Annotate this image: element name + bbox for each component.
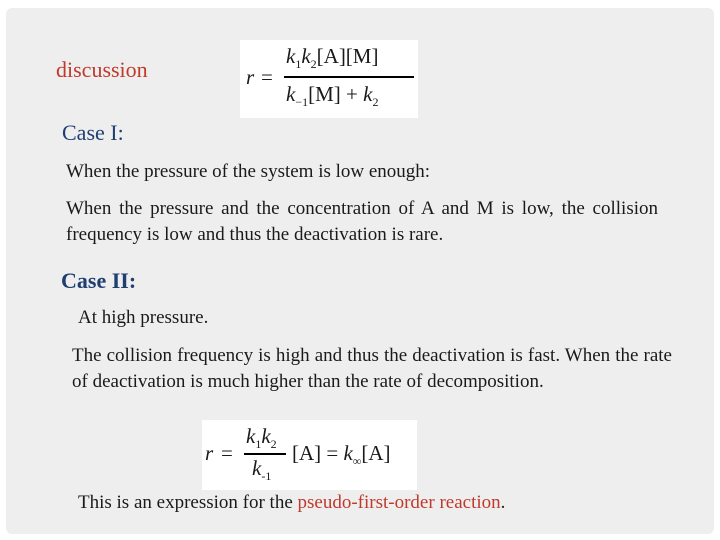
case-1-explanation: When the pressure and the concentration of A and M is low, the collision frequency is low and thus the deactivation is rare. bbox=[66, 198, 658, 245]
formula-lhs: r bbox=[246, 65, 255, 89]
fraction-bar bbox=[244, 453, 286, 455]
high-pressure-rate-formula bbox=[202, 420, 417, 490]
formula2-denominator: $k_{-1}$ bbox=[252, 456, 272, 483]
formula-denominator: $k_{-1}[M] + k_2$ bbox=[286, 82, 379, 109]
formula-numerator: $k_1k_2[A][M]$ bbox=[286, 44, 379, 71]
rate-equation-formula bbox=[240, 40, 418, 118]
case-2-title: Case II: bbox=[61, 268, 137, 293]
case-1-condition: When the pressure of the system is low enough: bbox=[66, 161, 431, 182]
case-1-title: Case I: bbox=[62, 120, 124, 145]
case-2-condition: At high pressure. bbox=[78, 307, 209, 328]
formula2-lhs: r bbox=[205, 441, 214, 465]
formula2-rhs: $[A] = k_\infty[A]$ bbox=[292, 441, 391, 468]
heading: discussion bbox=[56, 57, 148, 82]
formula2-equals: = bbox=[221, 441, 233, 465]
case-2-explanation: The collision frequency is high and thus the deactivation is fast. When the rate of deactivation is much higher than the rate of decomposition. bbox=[72, 345, 672, 392]
conclusion-text bbox=[78, 490, 698, 516]
pseudo-first-order-highlight: pseudo-first-order reaction bbox=[297, 492, 501, 513]
formula2-numerator: $k_1k_2$ bbox=[246, 424, 277, 451]
fraction-bar bbox=[284, 76, 414, 78]
conclusion-suffix: . bbox=[500, 492, 506, 513]
conclusion-prefix: This is an expression for the bbox=[78, 492, 298, 513]
formula-equals: = bbox=[261, 65, 273, 89]
